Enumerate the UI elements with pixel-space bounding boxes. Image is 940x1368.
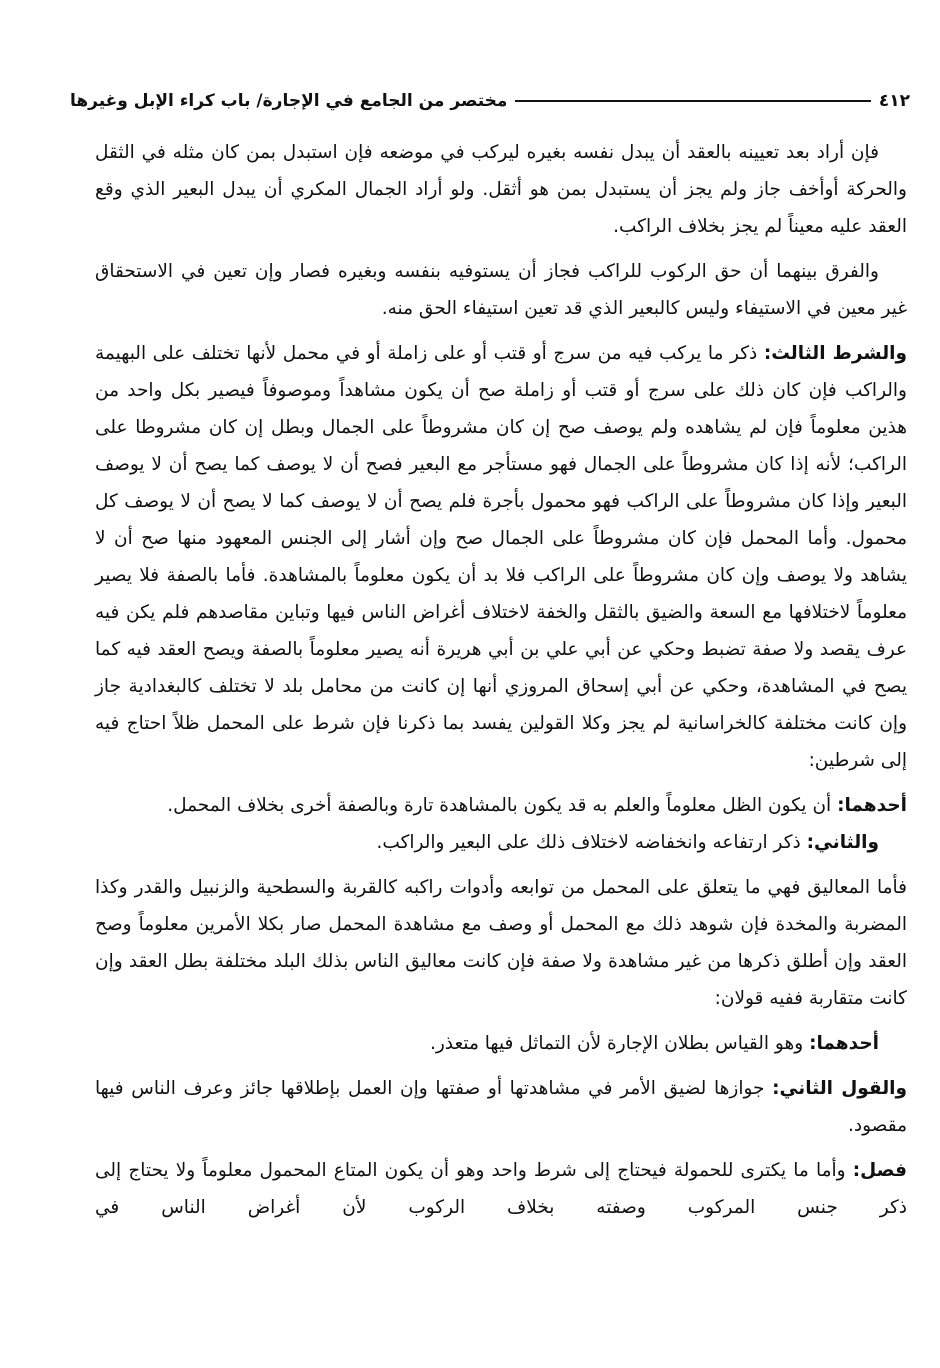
paragraph-text: وأما ما يكترى للحمولة فيحتاج إلى شرط واحد وهو أن يكون المتاع المحمول معلوماً ولا يحتاج إلى ذكر جنس المركوب وصفته بخلاف الركوب لأن أغراض الناس في <box>95 1160 907 1218</box>
paragraph-text: جوازها لضيق الأمر في مشاهدتها أو صفتها وإن العمل بإطلاقها جائز وعرف الناس فيها مقصود. <box>95 1078 907 1136</box>
paragraph <box>95 134 907 245</box>
paragraph-text: ذكر ارتفاعه وانخفاضه لاختلاف ذلك على البعير والراكب. <box>376 832 807 853</box>
paragraph-heading: أحدهما: <box>837 795 907 816</box>
paragraph-text: والفرق بينهما أن حق الركوب للراكب فجاز أن يستوفيه بنفسه وبغيره فصار وإن تعين في الاستحقاق غير معين في الاستيفاء وليس كالبعير الذي قد تعين استيفاء الحق منه. <box>95 261 907 319</box>
paragraph-text: وهو القياس بطلان الإجارة لأن التماثل فيها متعذر. <box>429 1033 810 1054</box>
running-title: مختصر من الجامع في الإجارة/ باب كراء الإبل وغيرها <box>70 91 508 111</box>
paragraph <box>95 253 907 327</box>
paragraph <box>95 824 907 861</box>
page-number: ٤١٢ <box>878 91 910 111</box>
paragraph <box>95 335 907 779</box>
paragraph <box>95 1152 907 1226</box>
header-rule <box>515 100 870 102</box>
paragraph-heading: أحدهما: <box>809 1033 879 1054</box>
paragraph-heading: والقول الثاني: <box>772 1078 907 1099</box>
paragraph <box>95 1070 907 1144</box>
paragraph-text: فأما المعاليق فهي ما يتعلق على المحمل من توابعه وأدوات راكبه كالقربة والسطحية والزنبيل والقدر وكذا المضربة والمخدة فإن شوهد ذلك مع المحمل أو وصف مع مشاهدة المحمل صار بكلا الأمرين معلوماً وصح العقد وإن أطلق ذكرها من غير مشاهدة ولا صفة فإن كانت معاليق الناس بذلك البلد مختلفة بطل العقد وإن كانت متقاربة ففيه قولان: <box>95 877 907 1009</box>
paragraph-heading: والشرط الثالث: <box>763 343 907 364</box>
paragraph <box>95 1025 907 1062</box>
running-header <box>70 84 910 118</box>
paragraph-text: فإن أراد بعد تعيينه بالعقد أن يبدل نفسه بغيره ليركب في موضعه فإن استبدل بمن كان مثله في الثقل والحركة أوأخف جاز ولم يجز أن يستبدل بمن هو أثقل. ولو أراد الجمال المكري أن يبدل البعير الذي وقع العقد عليه معيناً لم يجز بخلاف الراكب. <box>95 142 907 237</box>
paragraph-heading: والثاني: <box>806 832 879 853</box>
paragraph <box>95 869 907 1017</box>
paragraph-heading: فصل: <box>852 1160 907 1181</box>
page-body <box>95 134 907 1234</box>
paragraph-text: أن يكون الظل معلوماً والعلم به قد يكون بالمشاهدة تارة وبالصفة أخرى بخلاف المحمل. <box>167 795 838 816</box>
paragraph <box>95 787 907 824</box>
paragraph-text: ذكر ما يركب فيه من سرج أو قتب أو على زاملة أو في محمل لأنها تختلف على البهيمة والراكب فإن كان ذلك على سرج أو قتب أو زاملة صح أن يكون مشاهداً وموصوفاً فيصير بكل واحد من هذين معلوماً فإن لم يشاهده ولم يوصف صح إن كان مشروطاً على الجمال وبطل إن كان مشروطا على الراكب؛ لأنه إذا كان مشروطاً على الجمال فهو مستأجر مع البعير فصح أن لا يوصف كما يصح أن لا يوصف البعير وإذا كان مشروطاً على الراكب فهو محمول بأجرة فلم يصح أن لا يوصف كما لا يصح أن لا يوصف كل محمول. وأما المحمل فإن كان مشروطاً على الجمال صح وإن أشار إلى الجنس المعهود منها صح أن لا يشاهد ولا يوصف وإن كان مشروطاً على الراكب فلا بد أن يكون معلوماً بالمشاهدة. فأما بالصفة فلا يصير معلوماً لاختلافها مع السعة والضيق بالثقل والخفة لاختلاف أغراض الناس فيها وتباين مقاصدهم فلم يكن فيه عرف يقصد ولا صفة تضبط وحكي عن أبي علي بن أبي هريرة أنه يصير معلوماً بالصفة ويصح العقد فيه كما يصح في المشاهدة، وحكي عن أبي إسحاق المروزي أنها إن كانت من محامل بلد لا تختلف كالبغدادية جاز وإن كانت مختلفة كالخراسانية لم يجز وكلا القولين يفسد بما ذكرنا فإن شرط على المحمل ظلاً احتاج فيه إلى شرطين: <box>95 343 907 771</box>
